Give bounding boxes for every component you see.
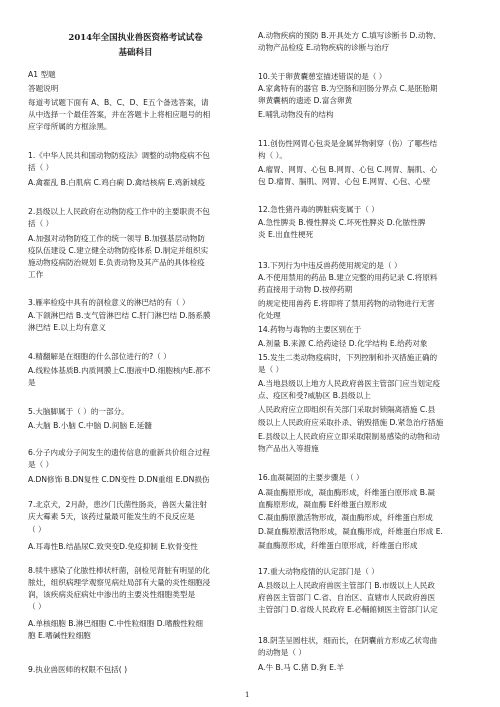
right-text-line: 13.下列行为中违反兽药使用规定的是（ ） — [258, 261, 402, 270]
right-text-line: 炎 E.出血性梗死 — [258, 230, 314, 239]
right-text-line: 卵黄囊柄的遗迹 D.富含卵黄 — [258, 96, 353, 105]
left-text-line: 从中选择一个最佳答案，并在答题卡上将相应题号的相 — [28, 110, 211, 119]
right-text-line: 17.重大动物疫情的认定部门是（ ） — [258, 567, 379, 576]
left-text-line: 括（ ） — [28, 219, 54, 228]
left-text-line: 括（ ） — [28, 163, 54, 172]
right-text-line: 主管部门 D.省级人民政府 E.必輔館傾医主管部门认定 — [258, 605, 438, 614]
left-text-line: 8.犊牛感染了化脓性棒状杆菌，剖检见肾脏有明显的化 — [28, 566, 210, 575]
left-text-line: A.耳毒性B.结晶尿C.致突变D.免疫抑制 E.软骨变性 — [28, 542, 198, 551]
right-text-line: 血酶原形成，凝血酶 E纤维蛋白原形成 — [258, 500, 387, 509]
left-text-line: A.下颌淋巴结 B.支气管淋巴结 C.肝门淋巴结 D.肠系膜 — [28, 311, 211, 320]
left-text-line: 疫队伍建设 C.建立健全动物防疫体系 D.制定并组织实 — [28, 246, 209, 255]
left-text-line: 脓灶，组织病理学观察见病灶局部有大量的炎性细胞浸 — [28, 578, 211, 587]
left-text-line: 1.《中华人民共和国动物防疫法》调整的动物疫病不包 — [28, 151, 210, 160]
right-text-line: A.不使用禁用的药品 B.建立完整的用药记录 C.将原料 — [258, 273, 438, 282]
right-text-line: A.急性脾炎 B.慢性脾炎 C.坏死性脾炎 D.化脓性脾 — [258, 218, 426, 227]
left-text-line: 6.分子内或分子间发生的遗传信息的重新共价组合过程 — [28, 448, 210, 457]
right-text-line: 是（ ） — [258, 365, 284, 374]
left-text-line: 7.北京犬，2月龄，患沙门氏菌性肠炎，兽医大量注射 — [28, 500, 208, 509]
left-text-line: A.禽霍乱 B.白肌病 C.鸡白痢 D.禽结核病 E.鸡新城疫 — [28, 178, 206, 187]
left-text-line: 是 — [28, 378, 36, 387]
page-title: 2014年全国执业兽医资格考试试卷 — [68, 33, 203, 43]
left-text-line: 5.大脑脚属于（ ）的一部分。 — [28, 407, 129, 416]
right-text-line: 人民政府应立即组织有关部门采取封锁隔离措施 C.县 — [258, 405, 436, 414]
right-text-line: 15.发生二类动物疫病时，下列控制和扑灭措施正确的 — [258, 353, 438, 362]
right-text-line: 包 D.瘤胃、膈肌、网胃、心包 E.网胃、心包、心壁 — [258, 177, 431, 186]
page-subtitle: 基础科目 — [118, 48, 153, 58]
left-text-line: （ ） — [28, 602, 46, 611]
right-text-line: D.凝血酶原激活物形成，凝血酶形成，纤维蛋白形成 E. — [258, 527, 443, 536]
right-text-line: 的规定使用兽药 E.将即将了禁用药物的动物进行无害 — [258, 299, 435, 308]
right-text-line: E.哺乳动物没有的结构 — [258, 110, 334, 119]
right-text-line: 物产品出入等措施 — [258, 444, 319, 453]
right-text-line: 点、疫区和受?威胁区 B.县级以上 — [258, 391, 371, 400]
right-text-line: 构（ ）。 — [258, 151, 287, 160]
right-text-line: 10.关于卵黄囊憩室描述错误的是（ ） — [258, 72, 387, 81]
left-text-line: 淋巴结 E.以上均有意义 — [28, 323, 106, 332]
left-text-line: 施动物疫病防治规划 E.负责动物及其产品的具体检疫 — [28, 258, 205, 267]
right-text-line: 11.创伤性网胃心包炎是金属异物刺穿（伤）了哪些结 — [258, 139, 438, 148]
left-text-line: 是（ ） — [28, 460, 54, 469]
left-text-line: 每道考试题下面有 A、B、C、D、E五个备选答案，请 — [28, 98, 209, 107]
right-text-line: A.县级以上人民政府兽医主管部门 B.市级以上人民政 — [258, 581, 435, 590]
right-text-line: A.牛 B.马 C.猪 D.狗 E.羊 — [258, 663, 344, 672]
left-text-line: 2.县级以上人民政府在动物防疫工作中的主要职责不包 — [28, 207, 210, 216]
left-text-line: A.线粒体基质B.内质网膜上C.胞液中D.细胞核内E.都不 — [28, 366, 211, 375]
right-text-line: 化处理 — [258, 311, 281, 320]
right-text-line: C.凝血酶原激活物形成，凝血酶形成，纤维蛋白形成 — [258, 513, 433, 522]
left-text-line: A.加强对动物防疫工作的统一领导 B.加强基层动物防 — [28, 234, 205, 243]
left-text-line: 答题说明 — [28, 84, 59, 93]
left-text-line: 应字母所属的方框涂黑。 — [28, 122, 112, 131]
right-text-line: A.剂量 B.来源 C.给药途径 D.化学结构 E.给药对象 — [258, 339, 428, 348]
left-text-line: A1 型题 — [28, 70, 56, 79]
right-text-line: A.家禽特有的器官 B.为空肠和回肠分界点 C.是胚胎期 — [258, 84, 438, 93]
right-text-line: 级以上人民政府应采取扑杀、销毁措施 D.紧急治疗措施 — [258, 418, 444, 427]
left-text-line: 庆大霉素 5天，该药过量最可能发生的不良反应是 — [28, 512, 195, 521]
left-text-line: A.DN修饰 B.DN复性 C.DN变性 D.DN重组 E.DN损伤 — [28, 475, 210, 484]
right-text-line: 的动物是（ ） — [258, 648, 306, 657]
right-text-line: 16.血凝凝固的主要步骤是（ ） — [258, 473, 364, 482]
left-text-line: （ ） — [28, 525, 46, 534]
right-text-line: 12.急性猪丹毒的脾脏病变属于（ ） — [258, 205, 379, 214]
right-text-line: 凝血酶原形成，纤维蛋白原形成，纤维蛋白形成 — [258, 541, 418, 550]
left-text-line: A.大脑 B.小脑 C.中脑 D.间脑 E.延髓 — [28, 421, 152, 430]
left-text-line: 润，该疾病炎症病灶中渗出的主要炎性细胞类型是 — [28, 590, 196, 599]
left-text-line: 胞 E.嗜碱性粒细胞 — [28, 631, 91, 640]
right-text-line: A.凝血酶原形成，凝血酶形成，纤维蛋白原形成 B.凝 — [258, 488, 435, 497]
right-text-line: 府兽医主管部门 C.省、自治区、直辖市人民政府兽医 — [258, 593, 436, 602]
right-text-line: 14.药物与毒物的主要区别在于 — [258, 325, 362, 334]
right-text-line: 动物产品检疫 E.动物疾病的诊断与治疗 — [258, 43, 390, 52]
right-text-line: A.瘤胃、网胃、心包 B.网胃、心包 C.网胃、膈肌、心 — [258, 165, 438, 174]
left-text-line: 3.雁率检疫中具有的剖检意义的淋巴结的有（ ） — [28, 298, 190, 307]
right-text-line: 药直接用于动物 D.按停药期 — [258, 285, 353, 294]
right-text-line: 18.阴茎呈圆柱状，细而长，在阴囊前方形成乙状弯曲 — [258, 636, 438, 645]
left-text-line: 9.执业兽医师的权限不包括( ) — [28, 665, 128, 674]
left-text-line: 4.精翻解是在细胞的什么部位进行的?（ ） — [28, 352, 171, 361]
right-text-line: E.县级以上人民政府应立即采取限制易感染的动物和动 — [258, 432, 440, 441]
right-text-line: A.动物疾病的预防 B.开具处方 C.填写诊断书 D.动物、 — [258, 31, 441, 40]
left-text-line: 工作 — [28, 270, 44, 279]
page-number: 1 — [245, 691, 250, 699]
right-text-line: A.当地县级以上地方人民政府兽医主管部门应当划定疫 — [258, 379, 441, 388]
left-text-line: A.单核细胞 B.淋巴细胞 C.中性粒细胞 D.嗜酸性粒细 — [28, 619, 204, 628]
